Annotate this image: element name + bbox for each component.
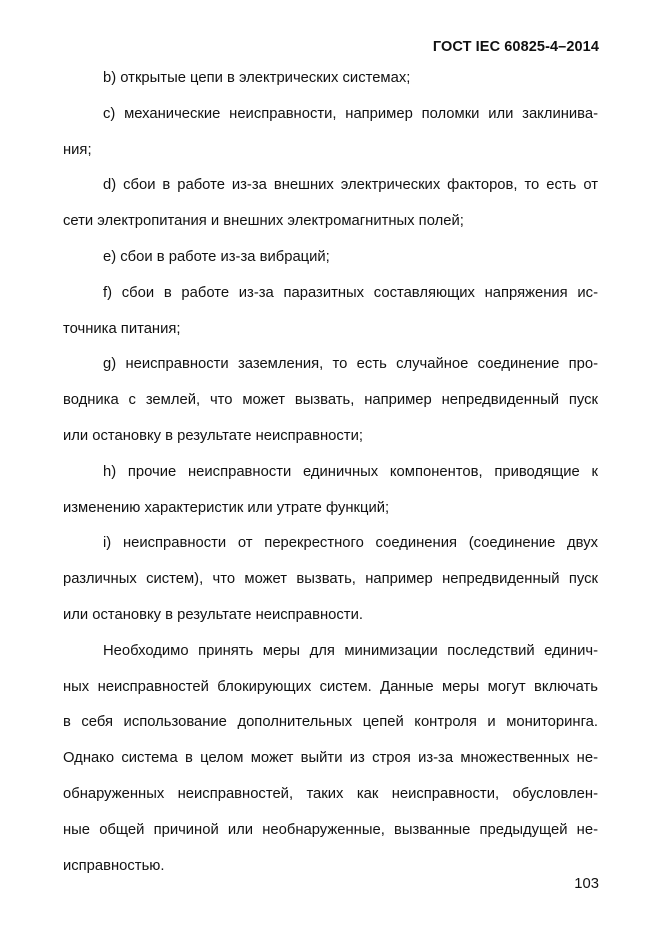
list-item-f: f) сбои в работе из-за паразитных составляющих напряжения ис- (103, 284, 598, 301)
paragraph-line: Однако система в целом может выйти из строя из-за множественных не- (63, 750, 598, 767)
list-item-i-cont: различных систем), что может вызвать, например непредвиденный пуск (63, 571, 598, 588)
paragraph-line: ных неисправностей блокирующих систем. Данные меры могут включать (63, 678, 598, 695)
list-item-i: i) неисправности от перекрестного соединения (соединение двух (103, 535, 598, 552)
list-item-i-cont: или остановку в результате неисправности. (63, 606, 363, 623)
list-item-c-cont: ния; (63, 141, 92, 158)
list-item-d-cont: сети электропитания и внешних электромагнитных полей; (63, 213, 464, 230)
document-header: ГОСТ IEC 60825-4–2014 (432, 39, 599, 55)
list-item-f-cont: точника питания; (63, 320, 181, 337)
paragraph-line: Необходимо принять меры для минимизации последствий единич- (103, 642, 598, 659)
paragraph-line: в себя использование дополнительных цепей контроля и мониторинга. (63, 714, 598, 731)
list-item-b: b) открытые цепи в электрических системах; (103, 70, 411, 86)
paragraph-line: ные общей причиной или необнаруженные, вызванные предыдущей не- (63, 821, 598, 838)
list-item-g-cont: водника с землей, что может вызвать, например непредвиденный пуск (63, 392, 598, 409)
list-item-c: c) механические неисправности, например поломки или заклинива- (103, 105, 598, 122)
page-number: 103 (574, 876, 599, 892)
list-item-d: d) сбои в работе из-за внешних электрических факторов, то есть от (103, 177, 598, 194)
list-item-h: h) прочие неисправности единичных компонентов, приводящие к (103, 463, 598, 480)
list-item-g: g) неисправности заземления, то есть случайное соединение про- (103, 356, 598, 373)
list-item-g-cont: или остановку в результате неисправности; (63, 427, 363, 444)
paragraph-line: исправностью. (63, 857, 165, 874)
list-item-e: e) сбои в работе из-за вибраций; (103, 248, 330, 265)
list-item-h-cont: изменению характеристик или утрате функций; (63, 499, 390, 516)
body-text (63, 61, 598, 884)
paragraph-line: обнаруженных неисправностей, таких как неисправности, обусловлен- (63, 785, 598, 802)
